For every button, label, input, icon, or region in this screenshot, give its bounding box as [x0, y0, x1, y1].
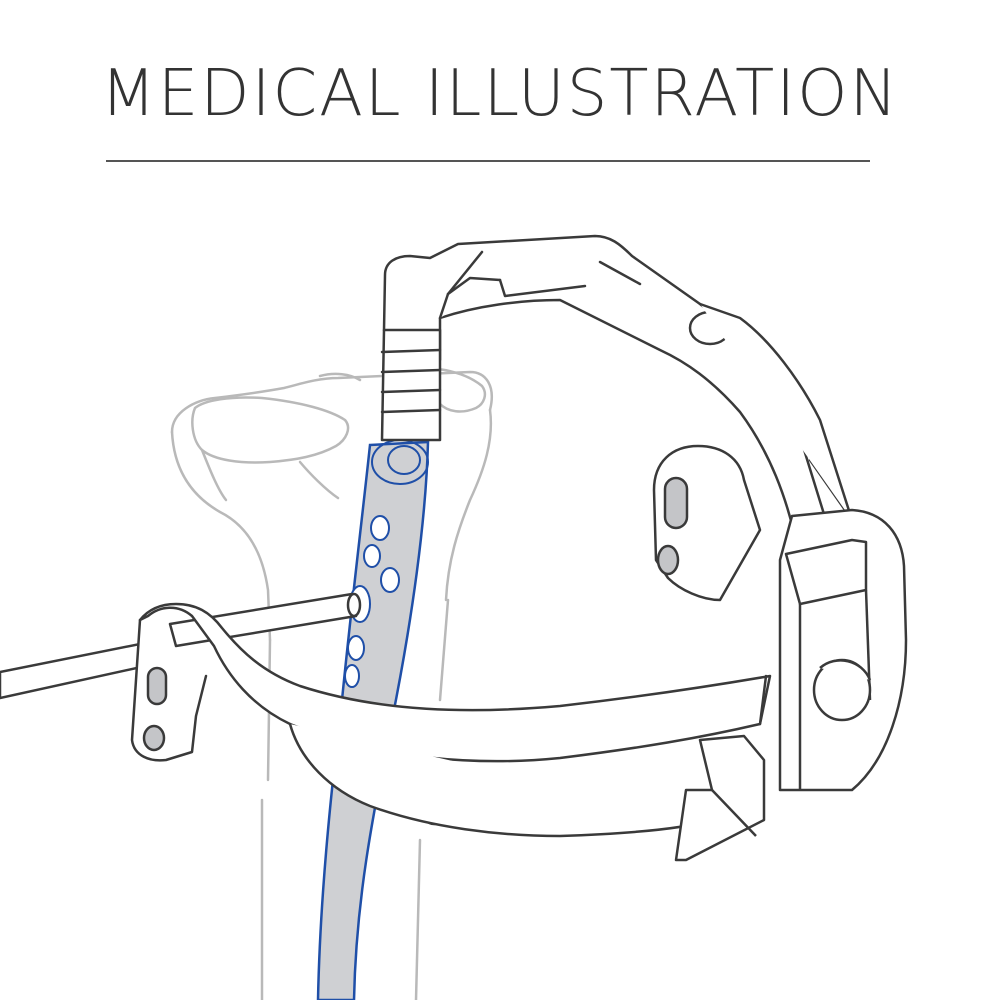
- screw-hole: [381, 568, 399, 592]
- jig-lower-arm: [132, 604, 770, 836]
- screw-hole: [371, 516, 389, 540]
- jig-side-block: [654, 446, 760, 600]
- screw-hole: [345, 665, 359, 687]
- jig-upper-arm: [382, 236, 852, 560]
- page-title: MEDICAL ILLUSTRATION: [100, 57, 900, 131]
- screw-hole: [364, 545, 380, 567]
- screw-hole: [348, 636, 364, 660]
